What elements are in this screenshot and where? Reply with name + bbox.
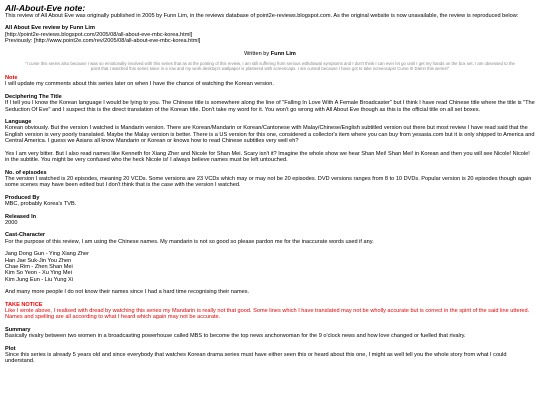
episodes-section-text: The version I watched is 20 episodes, meaning 20 VCDs. Some versions are 23 VCDs which may or may not be 20 episodes. DVD versions ranges from 8 to 10 DVDs. Popular version is 20 episodes though again some scenes may have been edited but I don't think that is the case with the version I watched. xyxy=(5,175,532,189)
cast-list-item: Han Jae Suk-Jin You Zhen xyxy=(5,257,72,264)
review-title: All About Eve review by Funn Lim xyxy=(5,25,95,32)
take-notice-heading: TAKE NOTICE xyxy=(5,301,43,308)
cast-list-item: Chae Rim - Zhen Shan Mei xyxy=(5,263,73,270)
cast-section-after: And many more people I do not know their names since I had a hard time recognising their names. xyxy=(5,289,250,296)
pull-quote: "I curse this series also because I was so emotionally involved with this series that as at the posting of this review, I am still suffering from serious withdrawal symptoms and I don't think I can ever let go until I get my hands on the box set. I am obsessed to the point that I watched this series twice in a row and my work desktop's wallpaper is plastered with screencaps. I am cursed because I have got to take screencaps! Curse it! Damn this series!" xyxy=(25,61,515,72)
previous-url[interactable]: Previously: [http://www.point2e.com/rev/2005/08/all-about-eve-mbc-korea.html] xyxy=(5,38,201,45)
title-section-heading: Deciphering The Title xyxy=(5,93,62,100)
cast-list-item: Jang Dong Gun - Ying Xiang Zher xyxy=(5,251,89,258)
produced-section-text: MBC, probably Korea's TVB. xyxy=(5,201,77,208)
language-section-text-2: Yes I am very bitter. But I also read names like Kenneth for Xiang Zher and Nicole for Shan Mei. Scary isn't it? Imagine the whole show we hear Shan Mei! Shan Mei! in Korean and then you will see Nicole! Nicole! in the subtitle. You might be very confused who the heck Nicole is! I always believe names must be left untouched. xyxy=(5,150,530,164)
released-section-heading: Released In xyxy=(5,213,37,220)
language-section-heading: Language xyxy=(5,119,32,126)
language-section-text-1: Korean obviously. But the version I watched is Mandarin version. There are Korean/Mandarin or Korean/Cantonese with Malay/Chinese/English subtitled version out there but most review I have read said that the English version is very poorly translated. Maybe the Malay version is better. There is a US version for this one, considered a collector's item where you can buy from yesasia.com but it is only shipped to America and Central America. I guess we Asians all know Mandarin or Korean or knows how to read Chinese subtitles very well eh? xyxy=(5,125,535,145)
note-heading: Note xyxy=(5,75,18,82)
cast-list-item: Kim So Yeon - Xu Ying Mei xyxy=(5,270,72,277)
page-title: All-About-Eve note: xyxy=(5,3,86,13)
title-section-text: If I tell you I know the Korean language I would be lying to you. The Chinese title is somewhere along the line of "Falling In Love With A Female Broadcaster" but I think I have read Chinese title where the title is "The Seduction Of Eve" and I suspect this is the direct translation of the Korean title. Don't take my word for it. You won't go wrong with All About Eve though as this is the official title on all set boxes. xyxy=(5,100,535,113)
plot-section-heading: Plot xyxy=(5,345,16,352)
episodes-section-heading: No. of episodes xyxy=(5,169,47,176)
cast-list-item: Kim Jung Eun - Liu Yung Xi xyxy=(5,276,73,283)
note-text: I will update my comments about this series later on when I have the chance of watching the Korean version. xyxy=(5,81,274,88)
released-section-text: 2000 xyxy=(5,219,18,226)
byline-prefix: Written by xyxy=(244,50,271,57)
produced-section-heading: Produced By xyxy=(5,194,40,201)
cast-section-heading: Cast-Character xyxy=(5,232,46,239)
source-url[interactable]: [http://point2e-reviews.blogspot.com/2005/08/all-about-eve-mbc-korea.html] xyxy=(5,31,193,38)
cast-section-text: For the purpose of this review, I am using the Chinese names. My mandarin is not so good so please pardon me for the inaccurate words used if any. xyxy=(5,238,374,245)
summary-section-heading: Summary xyxy=(5,326,31,333)
take-notice-text: Like I wrote above, I realised with dread by watching this series my Mandarin is really not that good. Some lines which I have translated may not be wholly accurate but is correct in the spirit of the said line uttered. Names and spelling are all according to what I heard which again may not be accurate. xyxy=(5,308,530,321)
intro-paragraph: This review of All About Eve was originally published in 2005 by Funn Lim, in the reviews database of point2e-reviews.blogspot.com. As the original website is now unavailable, the review is reproduced below: xyxy=(5,13,519,19)
plot-section-text: Since this series is already 5 years old and since everybody that watches Korean drama series must have either seen this or heard about this one, I might as well tell you the whole story from what I could understand. xyxy=(5,352,507,365)
summary-section-text: Basically rivalry between two women in a broadcasting powerhouse called MBS to become the top news anchorwoman for the 9 o'clock news and how love changed or fuelled that rivalry. xyxy=(5,333,466,340)
author-name: Funn Lim xyxy=(270,50,296,57)
